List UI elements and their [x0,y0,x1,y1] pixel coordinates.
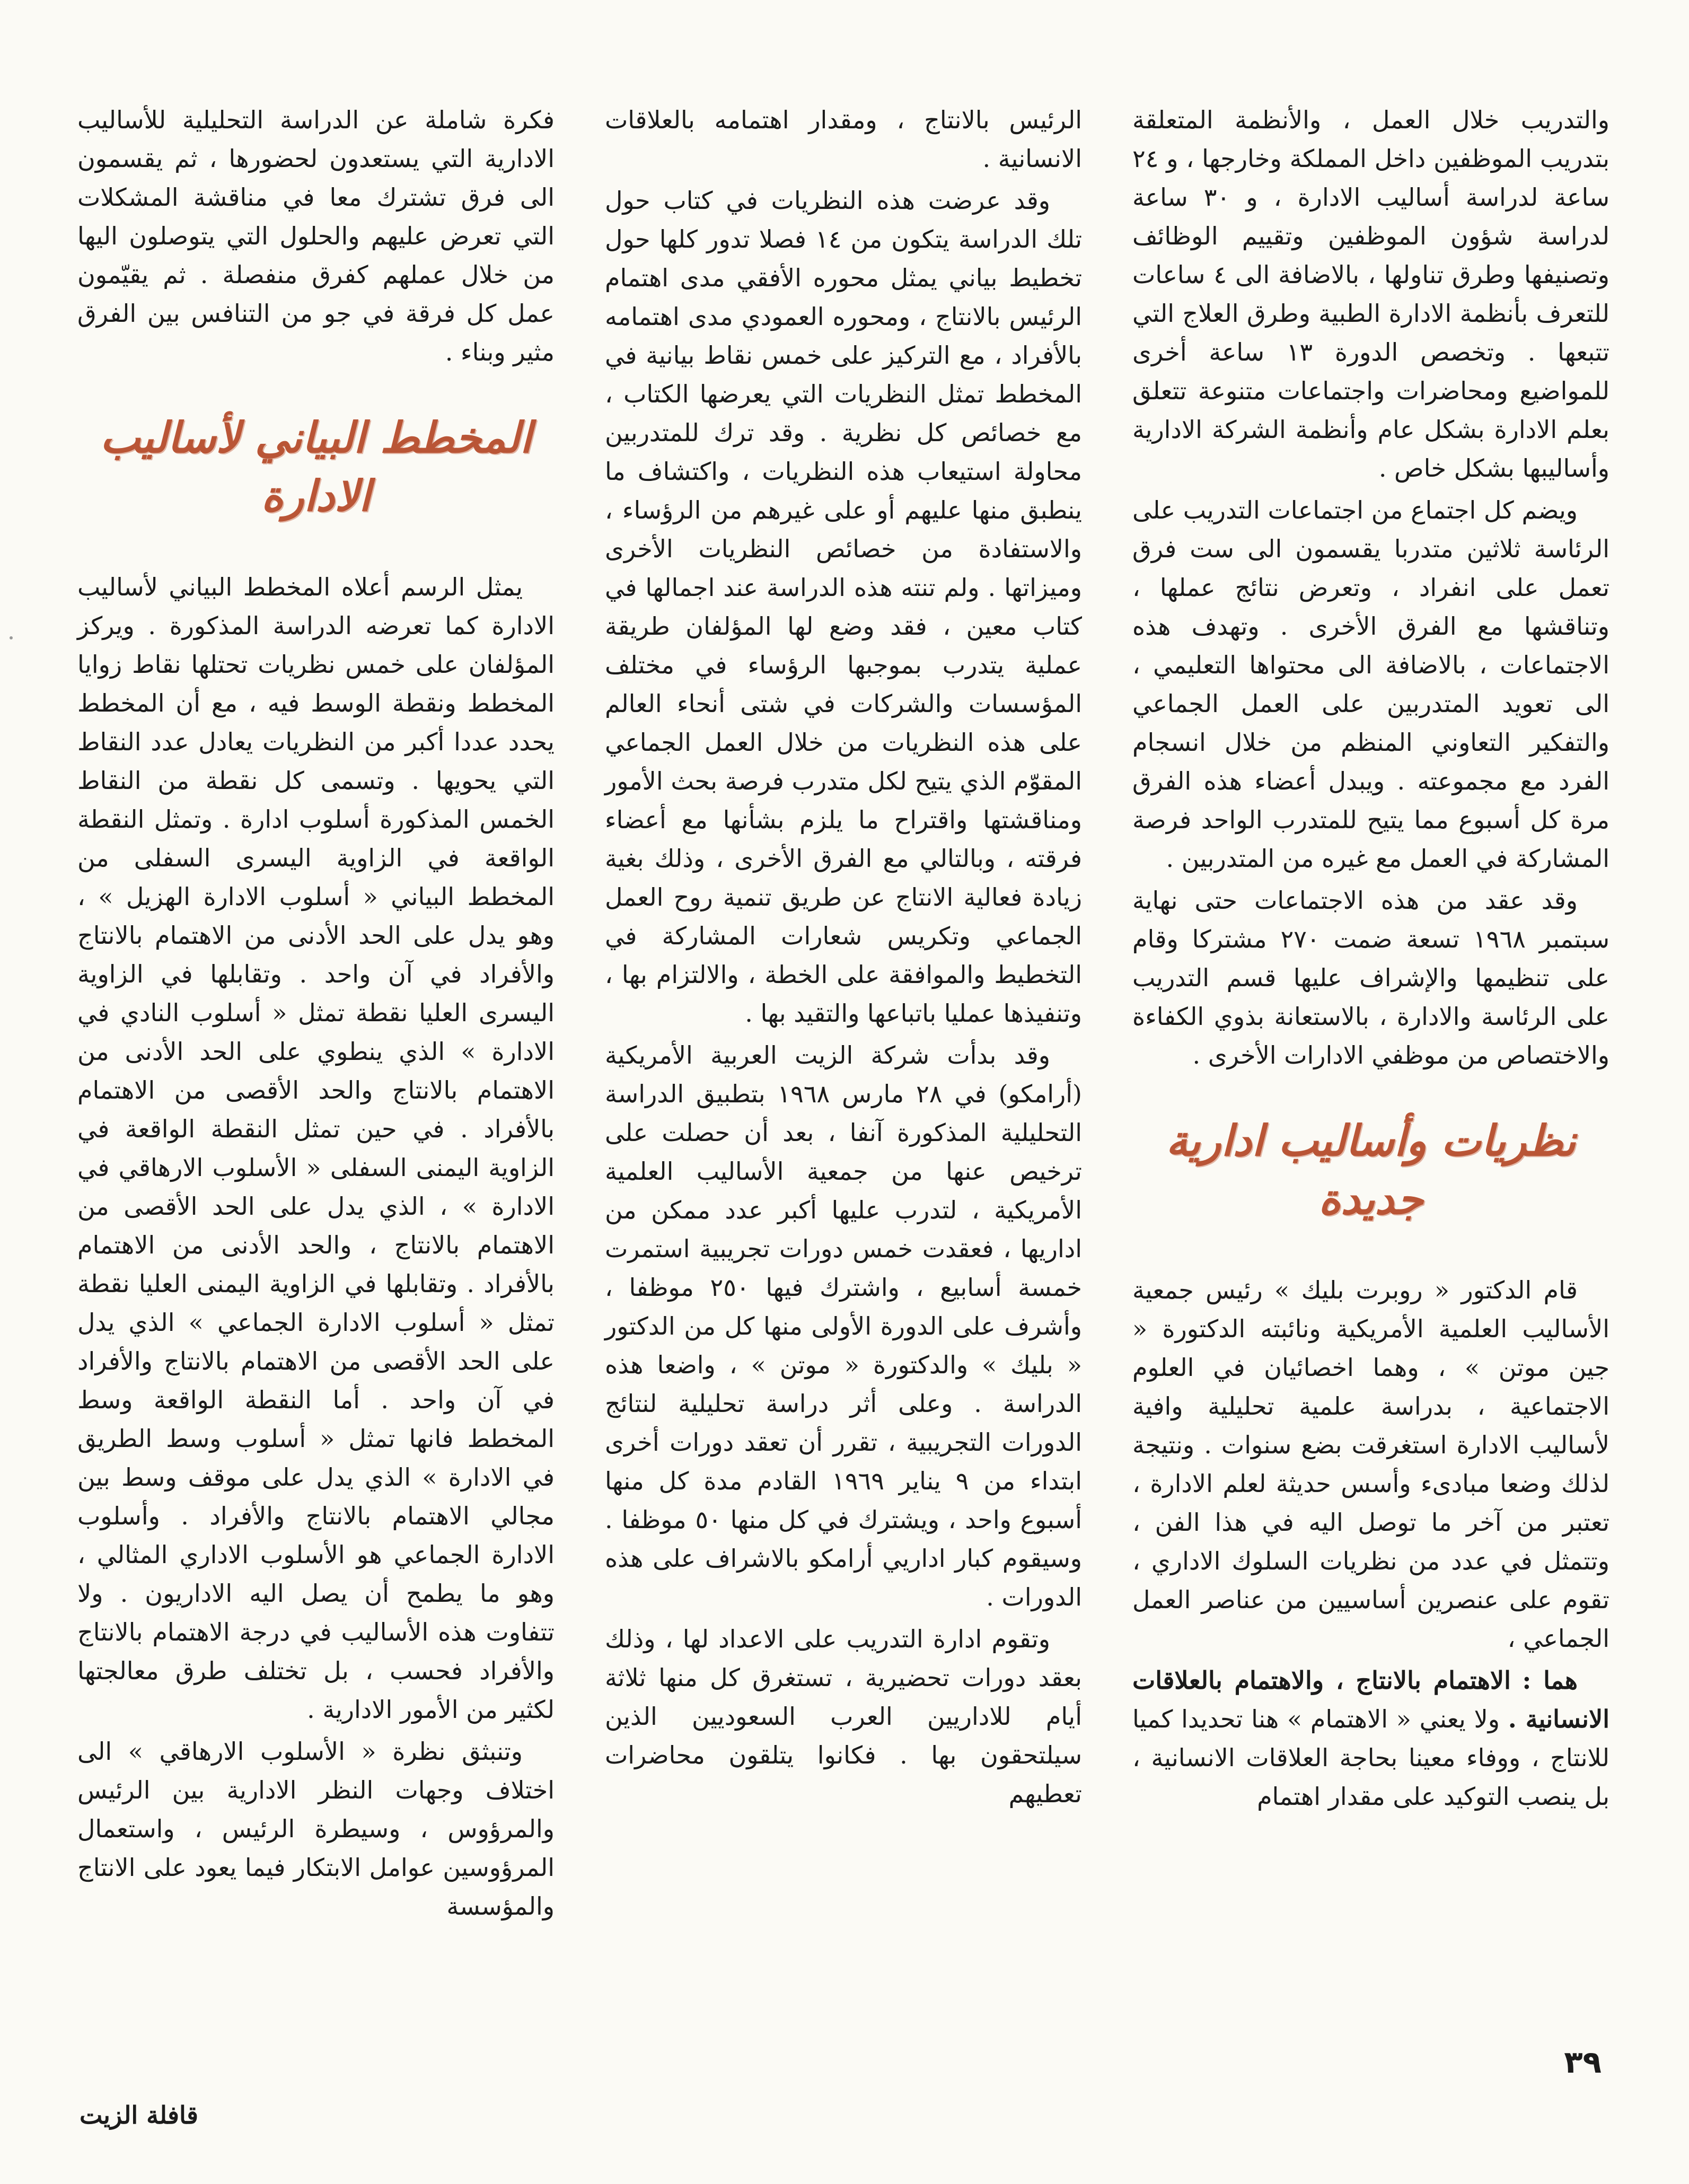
paragraph: فكرة شاملة عن الدراسة التحليلية للأساليب الادارية التي يستعدون لحضورها ، ثم يقسمون الى فرق تشترك معا في مناقشة المشكلات التي تعرض عليهم والحلول التي يتوصلون اليها من خلال عملهم كفرق منفصلة . ثم يقيّمون عمل كل فرقة في جو من التنافس بين الفرق مثير وبناء . [77,106,555,366]
paragraph: ويضم كل اجتماع من اجتماعات التدريب على الرئاسة ثلاثين متدربا يقسمون الى ست فرق تعمل على انفراد ، وتعرض نتائج عملها ، وتناقشها مع الفرق الأخرى . وتهدف هذه الاجتماعات ، بالاضافة الى محتواها التعليمي ، الى تعويد المتدربين على العمل الجماعي والتفكير التعاوني المنظم من خلال انسجام الفرد مع مجموعته . ويبدل أعضاء هذه الفرق مرة كل أسبوع مما يتيح للمتدرب الواحد فرصة المشاركة في العمل مع غيره من المتدربين . [1132,496,1609,873]
paragraph: والتدريب خلال العمل ، والأنظمة المتعلقة بتدريب الموظفين داخل المملكة وخارجها ، و ٢٤ ساعة لدراسة أساليب الادارة ، و ٣٠ ساعة لدراسة شؤون الموظفين وتقييم الوظائف وتصنيفها وطرق تناولها ، بالاضافة الى ٤ ساعات للتعرف بأنظمة الادارة الطبية وطرق العلاج التي تتبعها . وتخصص الدورة ١٣ ساعة أخرى للمواضيع ومحاضرات واجتماعات متنوعة تتعلق بعلم الادارة بشكل عام وأنظمة الشركة الادارية وأساليبها بشكل خاص . [1132,106,1609,483]
paragraph: وقد عقد من هذه الاجتماعات حتى نهاية سبتمبر ١٩٦٨ تسعة ضمت ٢٧٠ مشتركا وقام على تنظيمها والإشراف عليها قسم التدريب على الرئاسة والادارة ، بالاستعانة بذوي الكفاءة والاختصاص من موظفي الادارات الأخرى . [1132,886,1609,1069]
page-number: ٣٩ [1564,2044,1602,2080]
emphasis-text: الاهتمام بالانتاج ، والاهتمام بالعلاقات الانسانية . [1132,1666,1610,1733]
paragraph: وقد بدأت شركة الزيت العربية الأمريكية (أرامكو) في ٢٨ مارس ١٩٦٨ بتطبيق الدراسة التحليلية المذكورة آنفا ، بعد أن حصلت على ترخيص عنها من جمعية الأساليب العلمية الأمريكية ، لتدرب عليها أكبر عدد ممكن من اداريها ، فعقدت خمس دورات تجريبية استمرت خمسة أسابيع ، واشترك فيها ٢٥٠ موظفا ، وأشرف على الدورة الأولى منها كل من الدكتور « بليك » والدكتورة « موتن » ، واضعا هذه الدراسة . وعلى أثر دراسة تحليلية لنتائج الدورات التجريبية ، تقرر أن تعقد دورات أخرى ابتداء من ٩ يناير ١٩٦٩ القادم مدة كل منها أسبوع واحد ، ويشترك في كل منها ٥٠ موظفا . وسيقوم كبار اداريي أرامكو بالاشراف على هذه الدورات . [605,1041,1082,1611]
paragraph: قام الدكتور « روبرت بليك » رئيس جمعية الأساليب العلمية الأمريكية ونائبته الدكتورة « جين موتن » ، وهما اخصائيان في العلوم الاجتماعية ، بدراسة علمية تحليلية وافية لأساليب الادارة استغرقت بضع سنوات . ونتيجة لذلك وضعا مبادىء وأسس حديثة لعلم الادارة ، تعتبر من آخر ما توصل اليه في هذا الفن ، وتتمثل في عدد من نظريات السلوك الاداري ، تقوم على عنصرين أساسيين من عناصر العمل الجماعي ، [1132,1276,1609,1653]
paragraph: وتنبثق نظرة « الأسلوب الارهاقي » الى اختلاف وجهات النظر الادارية بين الرئيس والمرؤوس ، وسيطرة الرئيس ، واستعمال المرؤوسين عوامل الابتكار فيما يعود على الانتاج والمؤسسة [77,1737,555,1920]
paragraph-text: ولا يعني « الاهتمام » هنا تحديدا كميا للانتاج ، ووفاء معينا بحاجة العلاقات الانسانية ، بل ينصب التوكيد على مقدار اهتمام [1132,1705,1609,1811]
paragraph-with-emphasis [1132,1661,1609,1816]
paragraph: وتقوم ادارة التدريب على الاعداد لها ، وذلك بعقد دورات تحضيرية ، تستغرق كل منها ثلاثة أيام للاداريين العرب السعوديين الذين سيلتحقون بها . فكانوا يتلقون محاضرات تعطيهم [605,1625,1082,1808]
paragraph: وقد عرضت هذه النظريات في كتاب حول تلك الدراسة يتكون من ١٤ فصلا تدور كلها حول تخطيط بياني يمثل محوره الأفقي مدى اهتمام الرئيس بالانتاج ، ومحوره العمودي مدى اهتمامه بالأفراد ، مع التركيز على خمس نقاط بيانية في المخطط تمثل النظريات التي يعرضها الكتاب ، مع خصائص كل نظرية . وقد ترك للمتدربين محاولة استيعاب هذه النظريات ، واكتشاف ما ينطبق منها عليهم أو على غيرهم من الرؤساء ، والاستفادة من خصائص النظريات الأخرى وميزاتها . ولم تنته هذه الدراسة عند اجمالها في كتاب معين ، فقد وضع لها المؤلفان طريقة عملية يتدرب بموجبها الرؤساء في مختلف المؤسسات والشركات في شتى أنحاء العالم على هذه النظريات من خلال العمل الجماعي المقوّم الذي يتيح لكل متدرب فرصة بحث الأمور ومناقشتها واقتراح ما يلزم بشأنها مع أعضاء فرقته ، وبالتالي مع الفرق الأخرى ، وذلك بغية زيادة فعالية الانتاج عن طريق تنمية روح العمل الجماعي وتكريس شعارات المشاركة في التخطيط والموافقة على الخطة ، والالتزام بها ، وتنفيذها عمليا باتباعها والتقيد بها . [605,186,1082,1028]
column-left [77,101,555,1929]
section-heading: نظريات وأساليب ادارية جديدة [1166,1116,1576,1224]
paragraph: يمثل الرسم أعلاه المخطط البياني لأساليب الادارة كما تعرضه الدراسة المذكورة . ويركز المؤلفان على خمس نظريات تحتلها نقاط زوايا المخطط ونقطة الوسط فيه ، مع أن المخطط يحدد عددا أكبر من النظريات يعادل عدد النقاط التي يحويها . وتسمى كل نقطة من النقاط الخمس المذكورة أسلوب ادارة . وتمثل النقطة الواقعة في الزاوية اليسرى السفلى من المخطط البياني « أسلوب الادارة الهزيل » ، وهو يدل على الحد الأدنى من الاهتمام بالانتاج والأفراد في آن واحد . وتقابلها في الزاوية اليسرى العليا نقطة تمثل « أسلوب النادي في الادارة » الذي ينطوي على الحد الأدنى من الاهتمام بالانتاج والحد الأقصى من الاهتمام بالأفراد . في حين تمثل النقطة الواقعة في الزاوية اليمنى السفلى « الأسلوب الارهاقي في الادارة » ، الذي يدل على الحد الأقصى من الاهتمام بالانتاج ، والحد الأدنى من الاهتمام بالأفراد . وتقابلها في الزاوية اليمنى العليا نقطة تمثل « أسلوب الادارة الجماعي » الذي يدل على الحد الأقصى من الاهتمام بالانتاج والأفراد في آن واحد . أما النقطة الواقعة وسط المخطط فانها تمثل « أسلوب وسط الطريق في الادارة » الذي يدل على موقف وسط بين مجالي الاهتمام بالانتاج والأفراد . وأسلوب الادارة الجماعي هو الأسلوب الاداري المثالي ، وهو ما يطمح أن يصل اليه الاداريون . ولا تتفاوت هذه الأساليب في درجة الاهتمام بالانتاج والأفراد فحسب ، بل تختلف طرق معالجتها لكثير من الأمور الادارية . [77,573,555,1724]
paragraph: الرئيس بالانتاج ، ومقدار اهتمامه بالعلاقات الانسانية . [605,106,1082,173]
column-middle [605,101,1082,1817]
section-heading: المخطط البياني لأساليب الادارة [100,413,532,521]
column-right [1132,101,1609,1819]
margin-mark [10,636,13,639]
magazine-name: قافلة الزيت [80,2101,199,2129]
emphasis-lead: هما : [1522,1666,1578,1695]
